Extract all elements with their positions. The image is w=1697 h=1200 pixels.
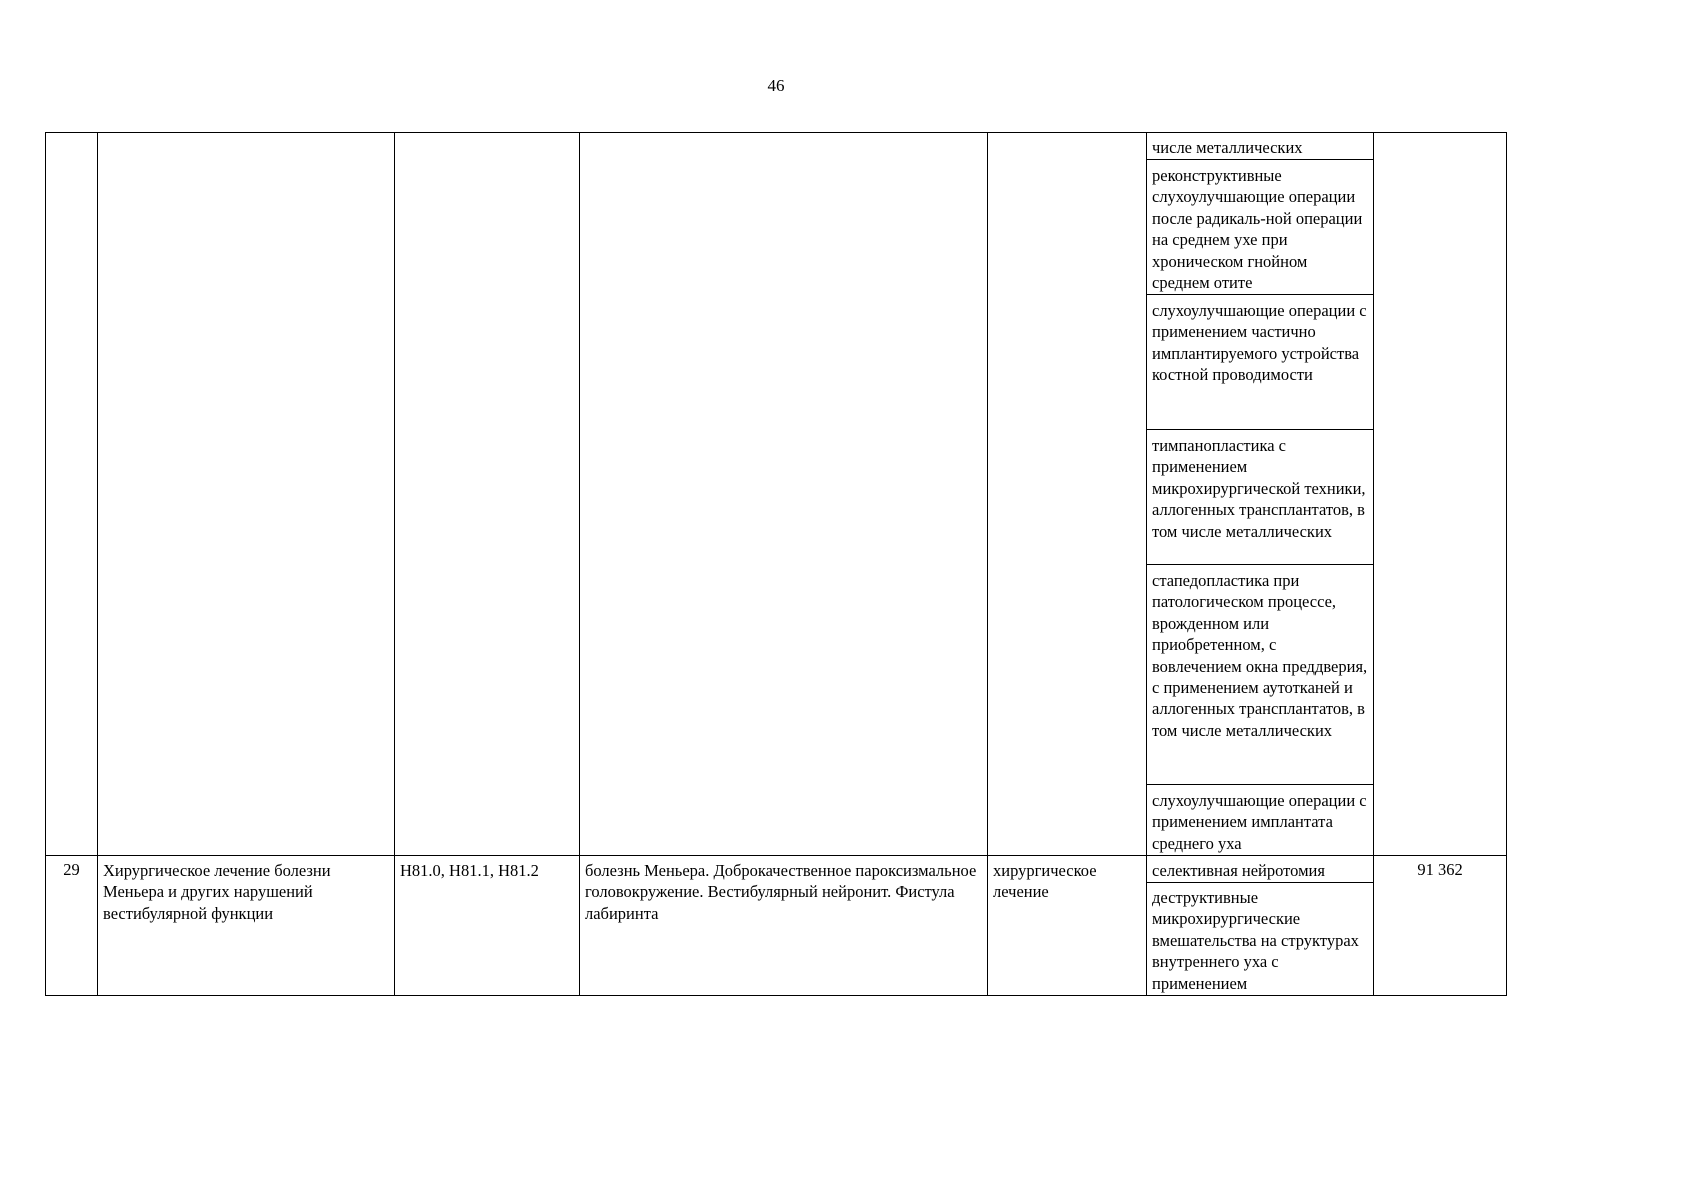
method-cell: слухоулучшающие операции с применением имплантата среднего уха [1152, 791, 1367, 853]
row-cost: 91 362 [1417, 860, 1463, 879]
page-number: 46 [767, 76, 785, 95]
row-title: Хирургическое лечение болезни Меньера и других нарушений вестибулярной функции [103, 861, 331, 923]
method-cell: селективная нейротомия [1152, 861, 1325, 880]
row-treatment-type: хирургическое лечение [993, 861, 1097, 902]
row-codes: H81.0, H81.1, H81.2 [400, 861, 539, 880]
method-cell: числе металлических [1152, 138, 1303, 157]
method-cell: слухоулучшающие операции с применением частично имплантируемого устройства костной проводимости [1152, 301, 1367, 385]
method-cell: деструктивные микрохирургические вмешательства на структурах внутреннего уха с применением [1152, 888, 1359, 993]
row-diagnosis: болезнь Меньера. Доброкачественное пароксизмальное головокружение. Вестибулярный нейронит. Фистула лабиринта [585, 861, 977, 923]
method-cell: тимпанопластика с применением микрохирургической техники, аллогенных трансплантатов, в том числе металлических [1152, 436, 1366, 541]
method-cell: реконструктивные слухоулучшающие операции после радикаль-ной операции на среднем ухе при хроническом гнойном среднем отите [1152, 166, 1363, 293]
method-cell: стапедопластика при патологическом процессе, врожденном или приобретенном, с вовлечением окна преддверия, с применением аутотканей и аллогенных трансплантатов, в том числе металлических [1152, 571, 1368, 740]
row-number: 29 [63, 860, 80, 879]
